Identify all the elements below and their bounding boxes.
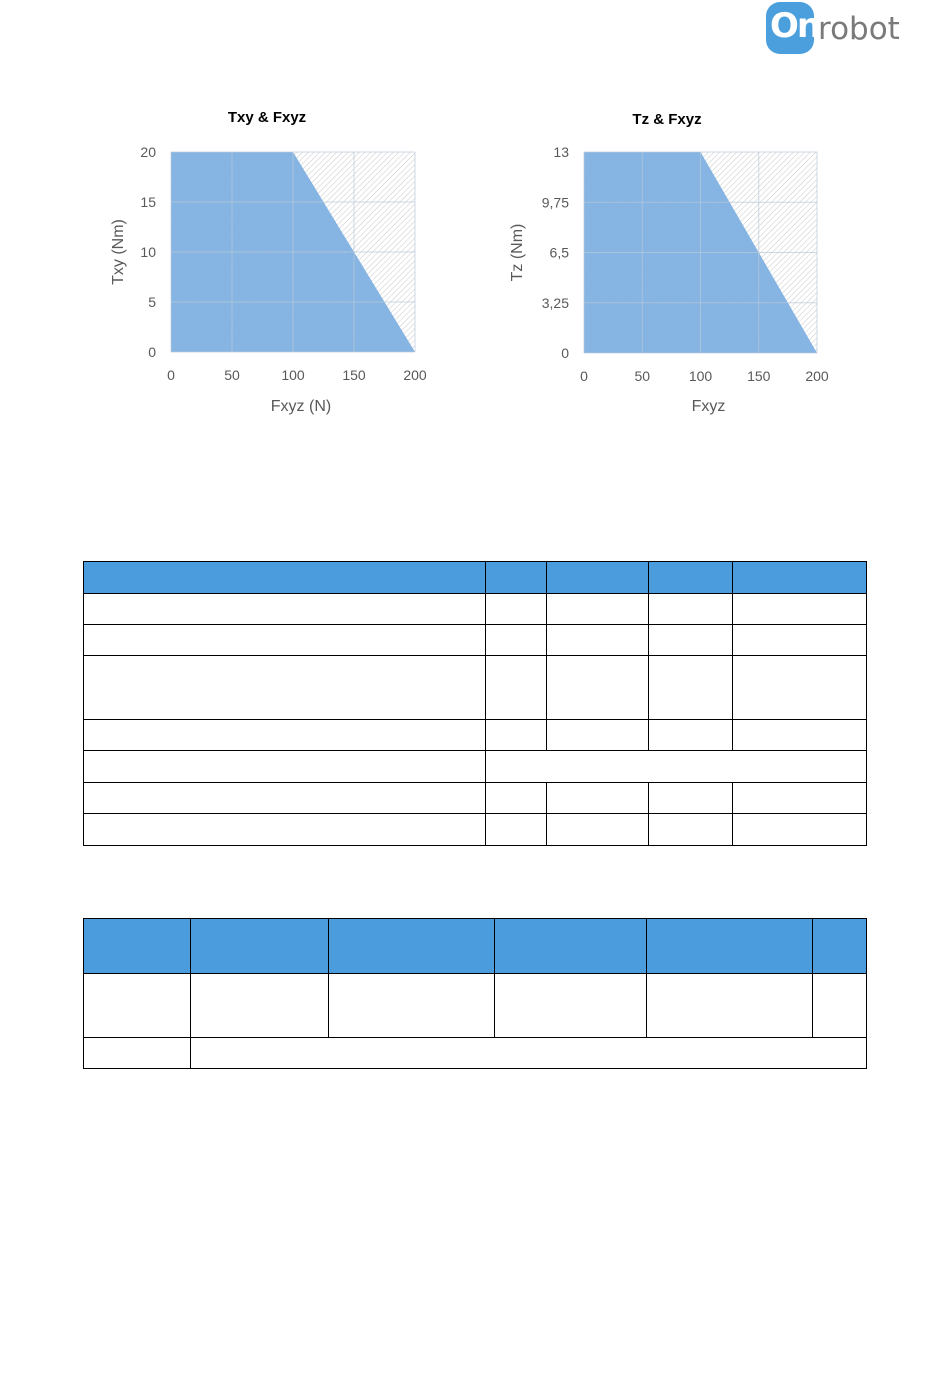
chart-txy-fxyz-svg (100, 100, 440, 420)
table-cell (547, 594, 649, 625)
table-row (84, 1038, 867, 1069)
table-row (84, 656, 867, 720)
table-row (84, 720, 867, 751)
table-cell (649, 625, 733, 656)
table-cell (647, 974, 813, 1038)
table-cell (649, 783, 733, 814)
header-cell (329, 919, 495, 974)
x-axis-title: Fxyz (691, 398, 726, 415)
table-cell (495, 974, 647, 1038)
header-cell (547, 562, 649, 594)
table-cell (84, 1038, 191, 1069)
y-tick-label: 20 (140, 144, 156, 160)
x-tick-label: 100 (281, 367, 305, 383)
table-cell-merged (191, 1038, 867, 1069)
table-cell (547, 720, 649, 751)
table-cell (486, 720, 547, 751)
table-cell (84, 656, 486, 720)
table-cell (84, 594, 486, 625)
table-cell (813, 974, 867, 1038)
table-row (84, 625, 867, 656)
logo-mark: On (770, 6, 820, 46)
table-cell (84, 974, 191, 1038)
x-tick-label: 100 (688, 368, 713, 384)
y-axis-title: Txy (Nm) (110, 219, 127, 285)
table-cell (649, 656, 733, 720)
table-cell (733, 625, 867, 656)
chart-txy-fxyz (100, 100, 440, 420)
table-cell (733, 783, 867, 814)
x-tick-label: 150 (747, 368, 771, 384)
table-cell (84, 751, 486, 783)
table-row (84, 974, 867, 1038)
header-cell (649, 562, 733, 594)
x-tick-label: 200 (805, 368, 829, 384)
header-cell (191, 919, 329, 974)
table-cell (547, 814, 649, 846)
chart-tz-fxyz-svg (500, 100, 840, 420)
header-cell (495, 919, 647, 974)
table-cell (547, 625, 649, 656)
table-row (84, 594, 867, 625)
y-tick-label: 5 (148, 294, 156, 310)
header-cell (486, 562, 547, 594)
y-tick-label: 15 (140, 194, 156, 210)
y-tick-label: 0 (148, 344, 156, 360)
table-cell (486, 625, 547, 656)
x-tick-label: 50 (224, 367, 240, 383)
spec-table-2 (83, 918, 867, 1069)
table-row (84, 814, 867, 846)
table-cell (84, 814, 486, 846)
y-axis-title: Tz (Nm) (509, 223, 526, 282)
table-cell (733, 594, 867, 625)
chart-title: Tz & Fxyz (632, 111, 702, 128)
table-cell (649, 594, 733, 625)
y-tick-label: 10 (140, 244, 156, 260)
x-tick-label: 200 (403, 367, 427, 383)
table-cell (486, 814, 547, 846)
logo-wordmark: robot (818, 11, 900, 47)
table-cell (191, 974, 329, 1038)
table-header-row (84, 562, 867, 594)
table-cell (486, 594, 547, 625)
spec-table-1 (83, 561, 867, 846)
table-cell (486, 783, 547, 814)
y-tick-label: 13 (553, 144, 569, 160)
chart-title: Txy & Fxyz (227, 109, 307, 126)
x-tick-label: 50 (634, 368, 651, 384)
logo-badge (766, 2, 820, 54)
header-cell (733, 562, 867, 594)
y-tick-label: 0 (561, 345, 569, 361)
table-row (84, 751, 867, 783)
y-tick-label: 6,5 (549, 244, 569, 261)
table-cell (733, 814, 867, 846)
table-cell (733, 656, 867, 720)
table-cell (547, 656, 649, 720)
table-cell (486, 656, 547, 720)
table-cell (733, 720, 867, 751)
x-tick-label: 0 (167, 367, 175, 383)
table-cell-merged (486, 751, 867, 783)
table-cell (84, 783, 486, 814)
table-cell (547, 783, 649, 814)
table-cell (84, 720, 486, 751)
table-row (84, 783, 867, 814)
table-cell (649, 720, 733, 751)
header-cell (84, 919, 191, 974)
onrobot-logo (766, 2, 900, 56)
header-cell (813, 919, 867, 974)
x-axis-title: Fxyz (N) (270, 398, 332, 415)
y-tick-label: 3,25 (541, 294, 569, 311)
x-tick-label: 0 (580, 368, 588, 384)
chart-tz-fxyz (500, 100, 840, 420)
table-cell (649, 814, 733, 846)
table-cell (329, 974, 495, 1038)
header-cell (647, 919, 813, 974)
table-header-row (84, 919, 867, 974)
header-cell (84, 562, 486, 594)
x-tick-label: 150 (342, 367, 366, 383)
y-tick-label: 9,75 (541, 194, 569, 211)
table-cell (84, 625, 486, 656)
